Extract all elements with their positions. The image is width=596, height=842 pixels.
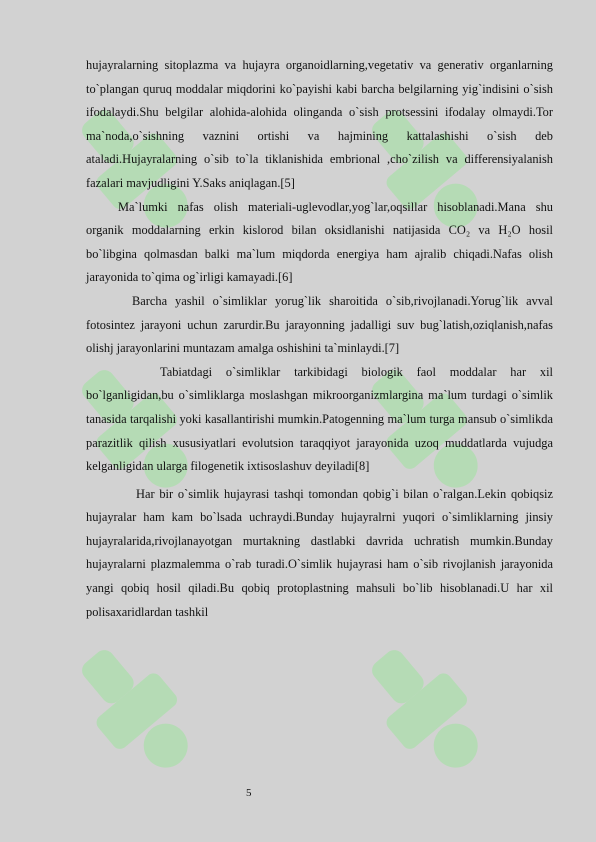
watermark-logo-icon <box>360 620 500 810</box>
paragraph-microorganisms: Tabiatdagi o`simliklar tarkibidagi biologik faol moddalar har xil bo`lganligidan,bu o`simliklarga moslashgan mikroorganizmlargina ma`lum turdagi o`simlik tanasida tarqalishi yoki kasallantirishi mumkin.Patogenning ma`lum turga mansub o`simlikda parazitlik qilish xususiyatlari evolutsion taraqqiyot jarayonida uzoq muddatlarda vujudga kelganligidan ularga filogenetik ixtisoslashuv deyiladi[8] <box>86 364 553 474</box>
document-body <box>86 54 553 624</box>
paragraph-cell-wall: Har bir o`simlik hujayrasi tashqi tomondan qobig`i bilan o`ralgan.Lekin qobiqsiz hujayralar ham kam bo`lsada uchraydi.Bunday hujayralrni yuqori o`simliklarning jinsiy hujayralarida,rivojlanayotgan murtakning dastlabki davrida uchratish mumkin.Bunday hujayralarni plazmalemma o`rab turadi.O`simlik hujayrasi ham o`sib rivojlanish jarayonida yangi qobiq hosil qiladi.Bu qobiq protoplastning mahsuli bo`lib hisoblanadi.U har xil polisaxaridlardan tashkil <box>86 486 553 619</box>
paragraph-respiration: Ma`lumki nafas olish materiali-uglevodlar,yog`lar,oqsillar hisoblanadi.Mana shu organik moddalarning erkin kislorod bilan oksidlanishi natijasida CO₂ va H₂O hosil bo`libgina qolmasdan balki ma`lum miqdorda energiya ham ajralib chiqadi.Nafas olish jarayonida to`qima og`irligi kamayadi.[6] <box>86 199 553 285</box>
paragraph-light: Barcha yashil o`simliklar yorug`lik sharoitida o`sib,rivojlanadi.Yorug`lik avval fotosintez jarayoni uchun zarurdir.Bu jarayonning jadalligi suv bug`latish,oziqlanish,nafas olishj jarayonlarini muntazam amalga oshishini ta`minlaydi.[7] <box>86 293 553 356</box>
page-number: 5 <box>246 787 252 799</box>
paragraph-growth: hujayralarning sitoplazma va hujayra organoidlarning,vegetativ va generativ organlarning to`plangan quruq moddalar miqdorini ko`payishi kabi barcha belgilarning yig`indisini o`sish ifodalaydi.Shu belgilar alohida-alohida olinganda o`sish protsessini ifodalay olmaydi.Tor ma`noda,o`sishning vaznini ortishi va hajmining kattalashishi o`sish deb ataladi.Hujayralarning o`sib to`la tiklanishida embrional ,cho`zilish va differensiyalanish fazalari mavjudligini Y.Saks aniqlagan.[5] <box>86 58 553 190</box>
watermark-logo-icon <box>70 620 210 810</box>
